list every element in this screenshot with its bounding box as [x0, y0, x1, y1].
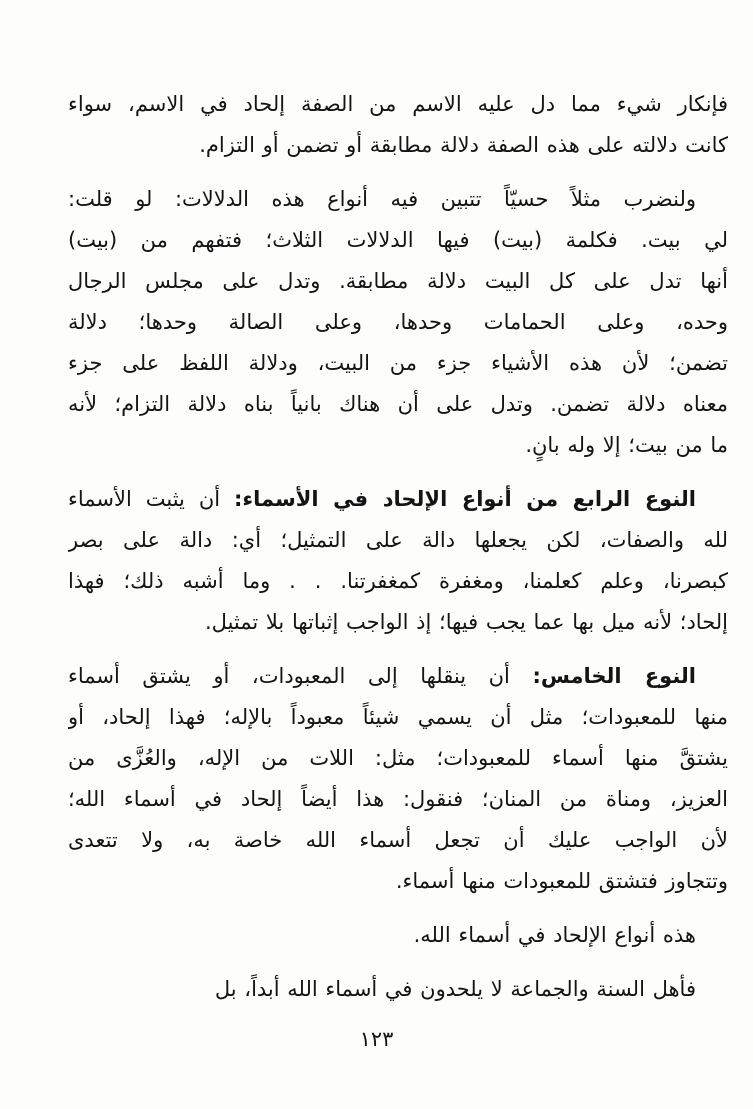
text-line: النوع الخامس: أن ينقلها إلى المعبودات، أو يشتق أسماء [68, 664, 696, 688]
paragraph [68, 969, 728, 1010]
page-number: ١٢٣ [359, 1027, 394, 1051]
text-line: العزيز، ومناة من المنان؛ فنقول: هذا أيضاً إلحاد في أسماء الله؛ [68, 787, 728, 811]
text-line: كبصرنا، وعلم كعلمنا، ومغفرة كمغفرتنا. . . وما أشبه ذلك؛ فهذا [68, 569, 728, 593]
paragraph [68, 479, 728, 643]
page-footer [0, 1024, 753, 1054]
text-line: لله والصفات، لكن يجعلها دالة على التمثيل؛ أي: دالة على بصر [68, 528, 728, 552]
text-line: وحده، وعلى الحمامات وحدها، وعلى الصالة وحدها؛ دلالة [68, 310, 728, 334]
text-line: أنها تدل على كل البيت دلالة مطابقة. وتدل على مجلس الرجال [68, 269, 728, 293]
text-line: لأن الواجب عليك أن تجعل أسماء الله خاصة به، ولا تتعدى [68, 828, 728, 852]
text-line: إلحاد؛ لأنه ميل بها عما يجب فيها؛ إذ الواجب إثباتها بلا تمثيل. [204, 610, 728, 634]
paragraph [68, 915, 728, 956]
text-line: وتتجاوز فتشتق للمعبودات منها أسماء. [395, 869, 728, 893]
text-line: كانت دلالته على هذه الصفة دلالة مطابقة أو تضمن أو التزام. [199, 133, 728, 157]
paragraph [68, 656, 728, 902]
text-line: هذه أنواع الإلحاد في أسماء الله. [413, 923, 696, 947]
paragraph [68, 84, 728, 166]
text-line: فأهل السنة والجماعة لا يلحدون في أسماء الله أبداً، بل [214, 977, 696, 1001]
text-line: فإنكار شيء مما دل عليه الاسم من الصفة إلحاد في الاسم، سواء [68, 92, 728, 116]
paragraph [68, 179, 728, 466]
text-line: النوع الرابع من أنواع الإلحاد في الأسماء: أن يثبت الأسماء [68, 487, 696, 511]
text-line: ولنضرب مثلاً حسيّاً تتبين فيه أنواع هذه الدلالات: لو قلت: [68, 187, 696, 211]
text-line: ما من بيت؛ إلا وله بانٍ. [525, 433, 728, 457]
bold-lead: النوع الرابع من أنواع الإلحاد في الأسماء: [234, 487, 696, 511]
text-line: تضمن؛ لأن هذه الأشياء جزء من البيت، ودلالة اللفظ على جزء [68, 351, 728, 375]
text-line: لي بيت. فكلمة (بيت) فيها الدلالات الثلاث؛ فتفهم من (بيت) [68, 228, 728, 252]
text-line: يشتقَّ منها أسماء للمعبودات؛ مثل: اللات من الإله، والعُزَّى من [68, 746, 728, 770]
page-text [68, 84, 728, 1023]
text-line: منها للمعبودات؛ مثل أن يسمي شيئاً معبوداً بالإله؛ فهذا إلحاد، أو [68, 705, 728, 729]
text-line: معناه دلالة تضمن. وتدل على أن هناك بانياً بناه دلالة التزام؛ لأنه [68, 392, 728, 416]
bold-lead: النوع الخامس: [532, 664, 696, 688]
